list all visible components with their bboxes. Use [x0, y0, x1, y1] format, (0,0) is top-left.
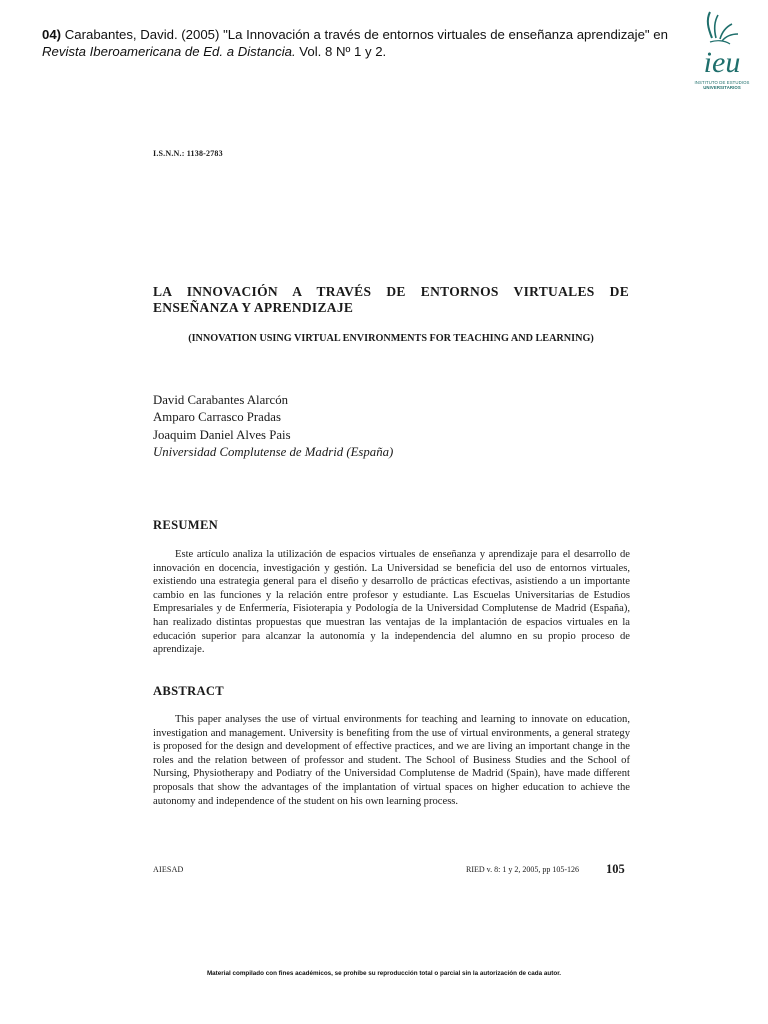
affiliation: Universidad Complutense de Madrid (España) [153, 444, 394, 459]
footer-left: AIESAD [153, 865, 184, 874]
citation-number: 04) [42, 27, 62, 42]
citation-header [42, 26, 682, 60]
article-subtitle: (INNOVATION USING VIRTUAL ENVIRONMENTS FOR TEACHING AND LEARNING) [188, 333, 594, 344]
article-title: LA INNOVACIÓN A TRAVÉS DE ENTORNOS VIRTUALES DE ENSEÑANZA Y APRENDIZAJE [153, 284, 629, 315]
resumen-text: Este artículo analiza la utilización de espacios virtuales de enseñanza y aprendizaje para el desarrollo de innovación en docencia, investigación y gestión. La Universidad se beneficia del uso de entornos virtuales, existiendo una estrategia general para el diseño y desarrollo de prácticas efectivas, asistiendo a un importante cambio en las funciones y la relación entre profesor y estudiante. Las Escuelas Universitarias de Estudios Empresariales y de Enfermería, Fisioterapia y Podología de la Universidad Complutense de Madrid (España), han realizado distintas propuestas que muestran las ventajas de la implantación de espacios virtuales en la educación superior para alcanzar la autonomía y la independencia del alumno en su propio proceso de aprendizaje. [153, 549, 630, 656]
issn: I.S.N.N.: 1138-2783 [153, 149, 223, 158]
logo-text: ieu [703, 46, 741, 79]
author: Joaquim Daniel Alves Pais [153, 427, 291, 442]
author: Amparo Carrasco Pradas [153, 410, 281, 425]
logo-subtitle-1: INSTITUTO DE ESTUDIOS [694, 80, 750, 85]
ieu-logo [690, 8, 754, 94]
abstract-text: This paper analyses the use of virtual environments for teaching and learning to innovate on education, investigation and management. University is benefiting from the use of virtual environments, a general strategy is proposed for the design and development of effective practices, and we are living an important change in the roles and the relation between of professor and student. The School of Business Studies and the School of Nursing, Physiotherapy and Podiatry of the Universidad Complutense de Madrid (Spain), have made different proposals that show the advantages of the implantation of virtual spaces on higher education to achieve the autonomy and independence of the student on his own learning process. [153, 714, 630, 807]
author: David Carabantes Alarcón [153, 393, 289, 407]
abstract-paragraph [153, 713, 630, 808]
citation-journal: Revista Iberoamericana de Ed. a Distancia. [42, 44, 296, 59]
page-number: 105 [606, 862, 625, 876]
resumen-paragraph [153, 548, 630, 657]
footer-journal-ref: RIED v. 8: 1 y 2, 2005, pp 105-126 [466, 865, 580, 874]
citation-main: Carabantes, David. (2005) "La Innovación a través de entornos virtuales de enseñanza aprendizaje" en [64, 27, 668, 42]
citation-volume: Vol. 8 Nº 1 y 2. [299, 44, 387, 59]
bird-logo-icon [690, 8, 754, 80]
logo-subtitle-2: UNIVERSITARIOS [703, 85, 741, 90]
resumen-heading: RESUMEN [153, 518, 219, 532]
abstract-heading: ABSTRACT [153, 684, 224, 698]
disclaimer: Material compilado con fines académicos, se prohíbe su reproducción total o parcial sin la autorización de cada autor. [206, 970, 562, 977]
author-list [153, 392, 629, 461]
